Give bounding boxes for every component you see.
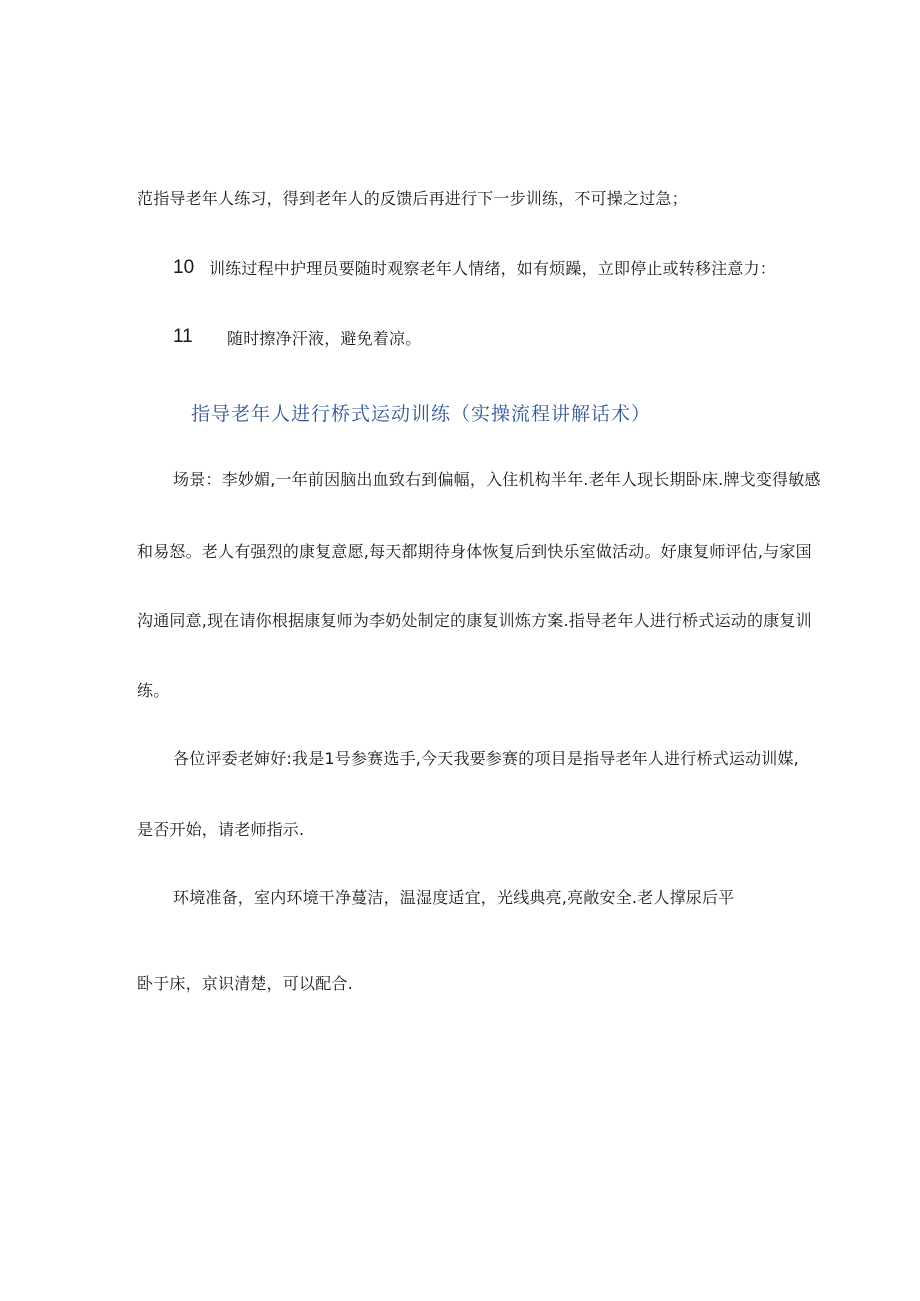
continued-line: 范指导老年人练习，得到老年人的反馈后再进行下一步训练，不可操之过急； [137, 189, 688, 208]
environment-line-2: 卧于床，京识清楚，可以配合. [137, 974, 353, 993]
item-number-10: 10 [173, 257, 195, 278]
greeting-line-2: 是否开始，请老师指示. [137, 820, 305, 839]
scenario-line-1: 场景：李妙媚,一年前因脑出血致右到偏幅，入住机构半年.老年人现长期卧床.牌戈变得敏感 [173, 470, 821, 489]
greeting-line-1: 各位评委老婶好:我是1号参赛选手,今天我要参赛的项目是指导老年人进行桥式运动训媒, [173, 749, 799, 768]
scenario-line-3: 沟通同意,现在请你根据康复师为李奶处制定的康复训炼方案.指导老年人进行桥式运动的康复训 [137, 611, 812, 630]
scenario-line-4: 练。 [137, 681, 170, 700]
item-text-10: 训练过程中护理员要随时观察老年人情绪，如有烦躁，立即停止或转移注意力： [209, 259, 777, 278]
scenario-line-2: 和易怒。老人有强烈的康复意愿,每天都期待身体恢复后到快乐室做活动。好康复师评估,与家国 [137, 542, 812, 561]
item-text-11: 随时擦净汗液，避免着凉。 [227, 329, 422, 348]
section-heading: 指导老年人进行桥式运动训练（实操流程讲解话术） [191, 403, 652, 425]
environment-line-1: 环境准备，室内环境干净蔓洁，温湿度适宜，光线典亮,亮敞安全.老人撑尿后平 [173, 888, 735, 907]
item-number-11: 11 [173, 326, 193, 347]
